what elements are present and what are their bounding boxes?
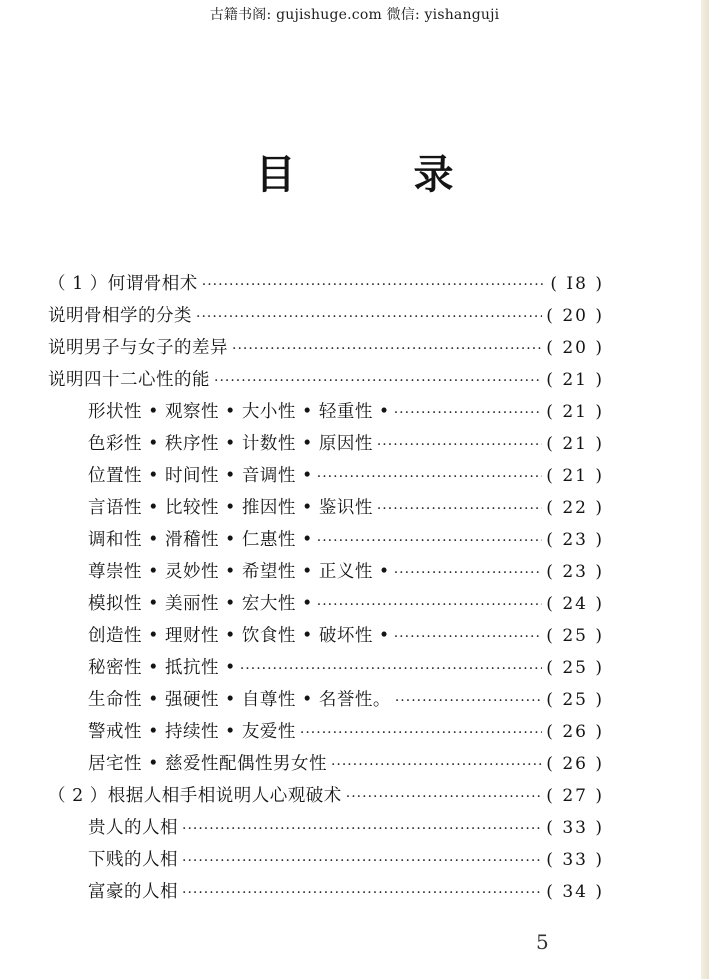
toc-entry-18 — [48, 814, 604, 846]
dot-leader — [377, 437, 542, 453]
toc-entry-7 — [48, 462, 604, 494]
toc-entry-10 — [48, 558, 604, 590]
toc-entry-17 — [48, 782, 604, 814]
toc-entry-20 — [48, 878, 604, 910]
toc-entry-label: 下贱的人相 — [88, 850, 178, 870]
dot-leader — [240, 661, 542, 677]
toc-entry-page: ( 21 ) — [546, 370, 604, 390]
toc-entry-page: ( 27 ) — [546, 786, 604, 806]
toc-entry-page: ( 23 ) — [546, 562, 604, 582]
toc-entry-13 — [48, 654, 604, 686]
toc-entry-label: 尊崇性 • 灵妙性 • 希望性 • 正义性 • — [88, 562, 390, 582]
toc-entry-page: ( 26 ) — [546, 754, 604, 774]
toc-entry-label: 模拟性 • 美丽性 • 宏大性 • — [88, 594, 313, 614]
dot-leader — [232, 341, 542, 357]
watermark-text: 古籍书阁: gujishuge.com 微信: yishanguji — [209, 7, 500, 23]
dot-leader — [377, 501, 542, 517]
toc-entry-label: 调和性 • 滑稽性 • 仁惠性 • — [88, 530, 313, 550]
toc-entry-page: ( 21 ) — [546, 402, 604, 422]
toc-entry-6 — [48, 430, 604, 462]
toc-entry-label: 色彩性 • 秩序性 • 计数性 • 原因性 — [88, 434, 373, 454]
toc-entry-1 — [48, 270, 604, 302]
toc-entry-page: ( 21 ) — [546, 466, 604, 486]
toc-entry-2 — [48, 302, 604, 334]
dot-leader — [394, 565, 543, 581]
toc-entry-label: （ 1 ）何谓骨相术 — [48, 274, 198, 294]
toc-entry-page: ( 21 ) — [546, 434, 604, 454]
toc-entry-5 — [48, 398, 604, 430]
toc-entry-page: ( 20 ) — [546, 306, 604, 326]
dot-leader — [202, 277, 547, 293]
toc-entry-label: 言语性 • 比较性 • 推因性 • 鉴识性 — [88, 498, 373, 518]
toc-entry-page: ( 25 ) — [546, 690, 604, 710]
toc-entry-label: 居宅性 • 慈爱性配偶性男女性 — [88, 754, 327, 774]
toc-entry-page: ( 25 ) — [546, 626, 604, 646]
toc-entry-page: ( 33 ) — [546, 850, 604, 870]
toc-entry-12 — [48, 622, 604, 654]
toc-entry-page: ( 26 ) — [546, 722, 604, 742]
toc-entry-label: 说明四十二心性的能 — [48, 370, 210, 390]
toc-entry-14 — [48, 686, 604, 718]
dot-leader — [300, 725, 542, 741]
toc-entry-3 — [48, 334, 604, 366]
dot-leader — [317, 469, 543, 485]
toc-entry-page: ( 34 ) — [546, 882, 604, 902]
toc-entry-label: 秘密性 • 抵抗性 • — [88, 658, 236, 678]
toc-entry-9 — [48, 526, 604, 558]
toc-entry-page: ( 33 ) — [546, 818, 604, 838]
dot-leader — [182, 885, 542, 901]
toc-entry-16 — [48, 750, 604, 782]
toc-entry-page: ( 22 ) — [546, 498, 604, 518]
dot-leader — [214, 373, 542, 389]
dot-leader — [317, 533, 543, 549]
toc-entry-label: 说明男子与女子的差异 — [48, 338, 228, 358]
toc-entry-label: 生命性 • 强硬性 • 自尊性 • 名誉性。 — [88, 690, 391, 710]
toc-entry-19 — [48, 846, 604, 878]
page-number: 5 — [536, 930, 549, 954]
dot-leader — [395, 693, 542, 709]
toc-entry-page: ( 25 ) — [546, 658, 604, 678]
toc-entry-label: 贵人的人相 — [88, 818, 178, 838]
dot-leader — [317, 597, 543, 613]
toc-entry-page: ( 24 ) — [546, 594, 604, 614]
toc-entry-11 — [48, 590, 604, 622]
toc-entry-page: ( 20 ) — [546, 338, 604, 358]
dot-leader — [196, 309, 542, 325]
toc-entry-label: 警戒性 • 持续性 • 友爱性 — [88, 722, 296, 742]
page-title: 目 录 — [255, 151, 506, 198]
toc-entry-4 — [48, 366, 604, 398]
toc-entry-page: ( I8 ) — [550, 274, 604, 294]
toc-entry-8 — [48, 494, 604, 526]
dot-leader — [346, 789, 543, 805]
dot-leader — [182, 853, 542, 869]
toc-entry-label: 创造性 • 理财性 • 饮食性 • 破坏性 • — [88, 626, 390, 646]
dot-leader — [331, 757, 542, 773]
dot-leader — [182, 821, 542, 837]
toc-entry-label: 富豪的人相 — [88, 882, 178, 902]
toc-entry-label: 说明骨相学的分类 — [48, 306, 192, 326]
toc-entry-15 — [48, 718, 604, 750]
toc-entry-page: ( 23 ) — [546, 530, 604, 550]
dot-leader — [394, 629, 543, 645]
table-of-contents — [48, 270, 604, 910]
toc-entry-label: 形状性 • 观察性 • 大小性 • 轻重性 • — [88, 402, 390, 422]
toc-entry-label: （ 2 ）根据人相手相说明人心观破术 — [48, 786, 342, 806]
dot-leader — [394, 405, 543, 421]
toc-entry-label: 位置性 • 时间性 • 音调性 • — [88, 466, 313, 486]
